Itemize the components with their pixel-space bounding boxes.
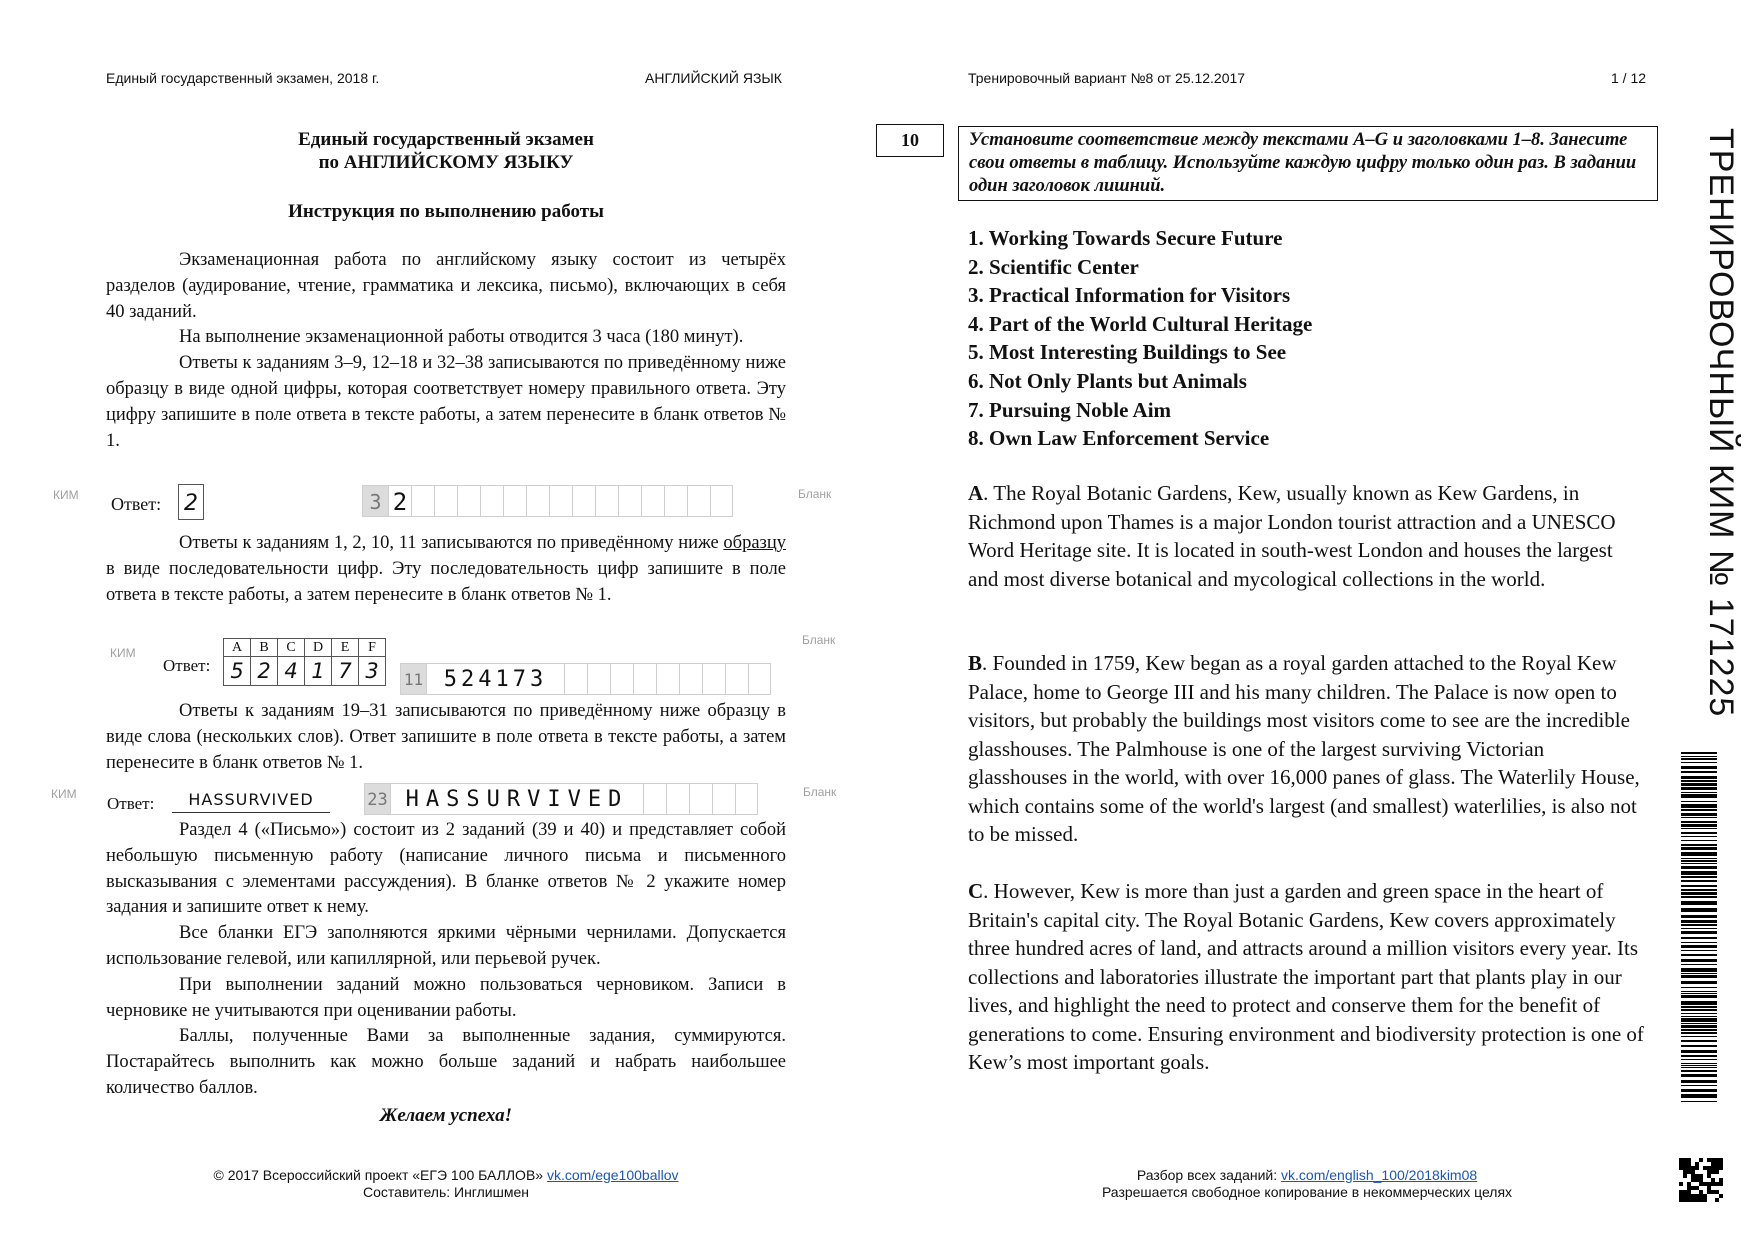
kim-label-1: КИМ [53, 488, 79, 502]
header-subject: АНГЛИЙСКИЙ ЯЗЫК [645, 70, 782, 86]
paragraph-8: При выполнении заданий можно пользоваться черновиком. Записи в черновике не учитываются при оценивании работы. [106, 974, 786, 1021]
headings-list [968, 224, 1312, 453]
title-line-2: по АНГЛИЙСКОМУ ЯЗЫКУ [318, 152, 574, 173]
paragraph-2: На выполнение экзаменационной работы отводится 3 часа (180 минут). [179, 327, 744, 348]
text-c: C. However, Kew is more than just a garden and green space in the heart of Britain's capital city. The Royal Botanic Gardens, Kew covers approximately three hundred acres of land, and attracts around a million visitors every year. Its collections and laboratories illustrate the important part that plants play in our lives, and highlight the need to protect and conserve them for the benefit of generations to come. Ensuring environment and biodiversity protection is one of Kew’s most important goals. [968, 879, 1644, 1074]
text-a: A. The Royal Botanic Gardens, Kew, usually known as Kew Gardens, in Richmond upon Thames is a major London tourist attraction and a UNESCO Word Heritage site. It is located in south-west London and houses the largest and most diverse botanical and mycological collections in the world. [968, 481, 1616, 591]
answer-table-2: A B C D E F 5 2 4 1 7 3 [223, 638, 386, 686]
heading-item: 3. Practical Information for Visitors [968, 283, 1291, 308]
paragraph-4: Ответы к заданиям 1, 2, 10, 11 записываются по приведённому ниже образцу в виде последовательности цифр. Эту последовательность цифр запишите в поле ответа в тексте работы, а затем перенесите в бланк ответов № 1. [106, 533, 786, 605]
blank-task-num-3: 23 [364, 783, 390, 815]
blank-label-2: Бланк [802, 633, 836, 647]
ege100-link[interactable]: vk.com/ege100ballov [546, 1167, 679, 1183]
paragraph-6: Раздел 4 («Письмо») состоит из 2 заданий (39 и 40) и представляет собой небольшую письменную работу (написание личного письма и письменного высказывания с элементами рассуждения). В бланке ответов № 2 укажите номер задания и запишите ответ к нему. [106, 820, 786, 918]
blank-value-2: 524173 [426, 663, 564, 695]
barcode [1681, 752, 1717, 1102]
paragraph-1: Экзаменационная работа по английскому языку состоит из четырёх разделов (аудирование, чтение, грамматика и лексика, письмо), включающих в себя 40 заданий. [106, 250, 786, 322]
barcode-graphic [1681, 752, 1717, 1102]
sample-link[interactable]: образцу [723, 533, 786, 553]
header-exam: Единый государственный экзамен, 2018 г. [106, 70, 380, 86]
kim-label-3: КИМ [51, 787, 77, 801]
title-line-1: Единый государственный экзамен [298, 129, 594, 150]
heading-item: 2. Scientific Center [968, 254, 1139, 279]
right-footer: Разбор всех заданий: vk.com/english_100/2018kim08 Разрешается свободное копирование в некоммерческих целях [968, 1167, 1646, 1201]
header-page: 1 / 12 [1611, 70, 1647, 86]
heading-item: 6. Not Only Plants but Animals [968, 368, 1247, 393]
blank-label-3: Бланк [803, 785, 837, 799]
blank-field-2 [400, 663, 771, 695]
english100-link[interactable]: vk.com/english_100/2018kim08 [1281, 1167, 1478, 1183]
paragraph-5: Ответы к заданиям 19–31 записываются по приведённому ниже образцу в виде слова (нескольких слов). Ответ запишите в поле ответа в тексте работы, а затем перенесите в бланк ответов № 1. [106, 701, 786, 773]
para-4-block [106, 531, 786, 608]
answer-label-3: Ответ: [107, 794, 155, 813]
task-number-box: 10 [876, 124, 944, 157]
blank-task-num-1: 3 [362, 485, 388, 517]
final-block [106, 818, 786, 1102]
paragraph-3: Ответы к заданиям 3–9, 12–18 и 32–38 записываются по приведённому ниже образцу в виде одной цифры, которая соответствует номеру правильного ответа. Эту цифру запишите в поле ответа в тексте работы, а затем перенесите в бланк ответов № 1. [106, 353, 786, 451]
blank-value-3: HASSURVIVED [390, 783, 643, 815]
heading-item: 8. Own Law Enforcement Service [968, 426, 1270, 451]
heading-item: 1. Working Towards Secure Future [968, 226, 1283, 250]
left-footer: © 2017 Всероссийский проект «ЕГЭ 100 БАЛЛОВ» vk.com/ege100ballov Составитель: Инглишмен [106, 1167, 786, 1201]
blank-task-num-2: 11 [400, 663, 426, 695]
instruction-title: Инструкция по выполнению работы [288, 201, 604, 222]
blank-field-1 [362, 485, 733, 517]
paragraph-9: Баллы, полученные Вами за выполненные задания, суммируются. Постарайтесь выполнить как можно больше заданий и набрать наибольшее количество баллов. [106, 1026, 786, 1098]
text-b: B. Founded in 1759, Kew began as a royal garden attached to the Royal Kew Palace, home to George III and his many children. The Palace is now open to visitors, but probably the buildings most visitors come to see are the incredible glasshouses. The Palmhouse is one of the largest surviving Victorian glasshouses in the world, with over 16,000 panes of glass. The Waterlily House, which contains some of the world's largest (and smallest) waterlilies, is also not to be missed. [968, 651, 1640, 846]
heading-item: 4. Part of the World Cultural Heritage [968, 311, 1313, 336]
copy-notice: Разрешается свободное копирование в некоммерческих целях [1101, 1184, 1513, 1200]
blank-field-3 [364, 783, 758, 815]
page-title [106, 128, 786, 174]
blank-label-1: Бланк [798, 487, 832, 501]
paragraph-7: Все бланки ЕГЭ заполняются яркими чёрными чернилами. Допускается использование гелевой, или капиллярной, или перьевой ручек. [106, 923, 786, 969]
good-luck: Желаем успеха! [379, 1105, 513, 1126]
answer-handwritten-3: HASSURVIVED [172, 790, 330, 813]
para-5-block [106, 699, 786, 776]
qr-code [1679, 1158, 1723, 1202]
heading-item: 7. Pursuing Noble Aim [968, 397, 1172, 422]
answer-label-2: Ответ: [163, 656, 211, 675]
answer-box-1: 2 [178, 484, 204, 520]
answer-label-1: Ответ: [111, 494, 162, 514]
vertical-kim-label: ТРЕНИРОВОЧНЫЙ КИМ № 171225 [1702, 128, 1740, 718]
qr-graphic [1679, 1158, 1723, 1202]
heading-item: 5. Most Interesting Buildings to See [968, 340, 1287, 365]
blank-value-1: 2 [388, 485, 411, 517]
author: Составитель: Инглишмен [363, 1184, 529, 1200]
header-variant: Тренировочный вариант №8 от 25.12.2017 [968, 70, 1246, 86]
kim-label-2: КИМ [110, 646, 136, 660]
intro-block [106, 248, 786, 454]
task-instruction: Установите соответствие между текстами A–G и заголовками 1–8. Занесите свои ответы в таблицу. Используйте каждую цифру только один раз. В задании один заголовок лишний. [958, 126, 1658, 201]
